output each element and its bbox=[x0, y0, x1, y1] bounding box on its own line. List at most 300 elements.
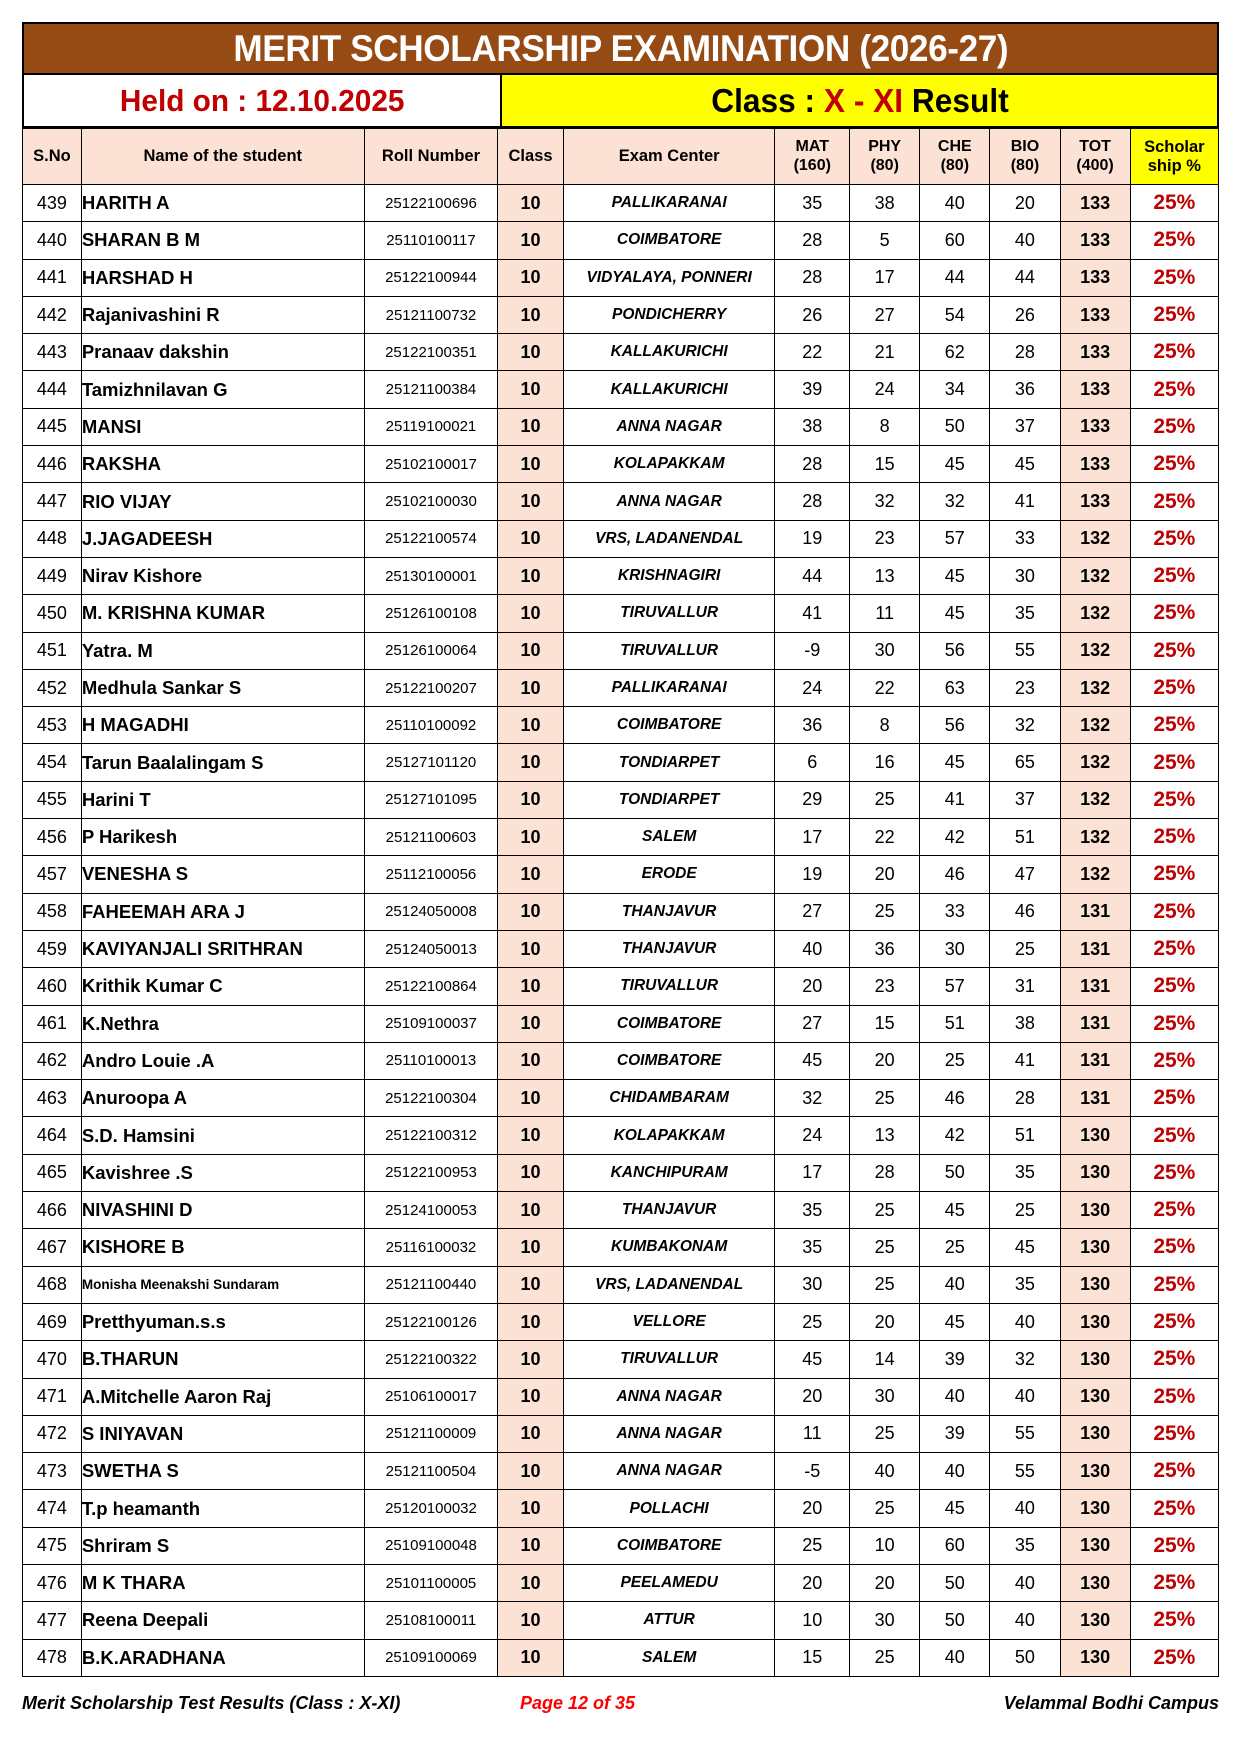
cell-class: 10 bbox=[498, 595, 564, 632]
cell-che-score: 60 bbox=[920, 1527, 990, 1564]
cell-exam-center: ANNA NAGAR bbox=[563, 483, 775, 520]
cell-roll-number: 25101100005 bbox=[364, 1564, 498, 1601]
cell-mat-score: 26 bbox=[775, 296, 850, 333]
cell-roll-number: 25122100351 bbox=[364, 334, 498, 371]
cell-phy-score: 10 bbox=[850, 1527, 920, 1564]
cell-student-name: NIVASHINI D bbox=[81, 1192, 364, 1229]
cell-class: 10 bbox=[498, 893, 564, 930]
cell-scholarship-percent: 25% bbox=[1130, 1303, 1218, 1340]
cell-che-score: 50 bbox=[920, 1154, 990, 1191]
cell-che-score: 57 bbox=[920, 520, 990, 557]
cell-exam-center: COIMBATORE bbox=[563, 1042, 775, 1079]
cell-class: 10 bbox=[498, 1266, 564, 1303]
cell-student-name: KISHORE B bbox=[81, 1229, 364, 1266]
table-row bbox=[23, 856, 1219, 893]
table-row bbox=[23, 1154, 1219, 1191]
cell-total-score: 130 bbox=[1060, 1415, 1130, 1452]
cell-student-name: P Harikesh bbox=[81, 819, 364, 856]
cell-scholarship-percent: 25% bbox=[1130, 1378, 1218, 1415]
cell-roll-number: 25120100032 bbox=[364, 1490, 498, 1527]
table-row bbox=[23, 185, 1219, 222]
cell-scholarship-percent: 25% bbox=[1130, 483, 1218, 520]
table-row bbox=[23, 632, 1219, 669]
class-label: Class : bbox=[710, 81, 815, 119]
cell-class: 10 bbox=[498, 1378, 564, 1415]
cell-phy-score: 16 bbox=[850, 744, 920, 781]
cell-scholarship-percent: 25% bbox=[1130, 1415, 1218, 1452]
cell-scholarship-percent: 25% bbox=[1130, 296, 1218, 333]
cell-phy-score: 20 bbox=[850, 1303, 920, 1340]
cell-roll-number: 25127101095 bbox=[364, 781, 498, 818]
table-row bbox=[23, 296, 1219, 333]
cell-serial-number: 461 bbox=[23, 1005, 82, 1042]
cell-total-score: 132 bbox=[1060, 595, 1130, 632]
result-label: Result bbox=[911, 81, 1009, 119]
cell-total-score: 133 bbox=[1060, 483, 1130, 520]
cell-che-score: 45 bbox=[920, 1490, 990, 1527]
cell-bio-score: 40 bbox=[990, 1602, 1060, 1639]
cell-roll-number: 25126100108 bbox=[364, 595, 498, 632]
cell-bio-score: 36 bbox=[990, 371, 1060, 408]
cell-scholarship-percent: 25% bbox=[1130, 222, 1218, 259]
cell-scholarship-percent: 25% bbox=[1130, 1117, 1218, 1154]
cell-class: 10 bbox=[498, 408, 564, 445]
cell-che-score: 51 bbox=[920, 1005, 990, 1042]
cell-che-score: 46 bbox=[920, 856, 990, 893]
cell-total-score: 130 bbox=[1060, 1639, 1130, 1676]
cell-mat-score: 20 bbox=[775, 1490, 850, 1527]
col-header-bio: BIO (80) bbox=[990, 129, 1060, 185]
cell-bio-score: 35 bbox=[990, 595, 1060, 632]
cell-scholarship-percent: 25% bbox=[1130, 1490, 1218, 1527]
cell-mat-score: 22 bbox=[775, 334, 850, 371]
cell-che-score: 45 bbox=[920, 446, 990, 483]
cell-bio-score: 35 bbox=[990, 1154, 1060, 1191]
cell-roll-number: 25122100322 bbox=[364, 1341, 498, 1378]
cell-mat-score: 28 bbox=[775, 446, 850, 483]
cell-bio-score: 40 bbox=[990, 1303, 1060, 1340]
cell-phy-score: 28 bbox=[850, 1154, 920, 1191]
cell-class: 10 bbox=[498, 1527, 564, 1564]
cell-exam-center: VIDYALAYA, PONNERI bbox=[563, 259, 775, 296]
table-row bbox=[23, 1453, 1219, 1490]
table-row bbox=[23, 1229, 1219, 1266]
cell-class: 10 bbox=[498, 819, 564, 856]
cell-scholarship-percent: 25% bbox=[1130, 1042, 1218, 1079]
cell-bio-score: 28 bbox=[990, 334, 1060, 371]
table-row bbox=[23, 557, 1219, 594]
cell-scholarship-percent: 25% bbox=[1130, 557, 1218, 594]
cell-student-name: Reena Deepali bbox=[81, 1602, 364, 1639]
cell-class: 10 bbox=[498, 669, 564, 706]
held-on-cell bbox=[24, 75, 502, 126]
cell-student-name: J.JAGADEESH bbox=[81, 520, 364, 557]
cell-exam-center: KALLAKURICHI bbox=[563, 334, 775, 371]
cell-roll-number: 25122100864 bbox=[364, 968, 498, 1005]
cell-bio-score: 23 bbox=[990, 669, 1060, 706]
cell-total-score: 130 bbox=[1060, 1266, 1130, 1303]
cell-bio-score: 40 bbox=[990, 1490, 1060, 1527]
cell-exam-center: CHIDAMBARAM bbox=[563, 1080, 775, 1117]
cell-student-name: Pranaav dakshin bbox=[81, 334, 364, 371]
cell-mat-score: 19 bbox=[775, 856, 850, 893]
cell-serial-number: 465 bbox=[23, 1154, 82, 1191]
table-row bbox=[23, 744, 1219, 781]
cell-class: 10 bbox=[498, 483, 564, 520]
cell-class: 10 bbox=[498, 259, 564, 296]
table-row bbox=[23, 930, 1219, 967]
cell-mat-score: 32 bbox=[775, 1080, 850, 1117]
table-row bbox=[23, 968, 1219, 1005]
cell-bio-score: 31 bbox=[990, 968, 1060, 1005]
cell-total-score: 133 bbox=[1060, 185, 1130, 222]
cell-scholarship-percent: 25% bbox=[1130, 371, 1218, 408]
cell-class: 10 bbox=[498, 1154, 564, 1191]
cell-serial-number: 447 bbox=[23, 483, 82, 520]
cell-exam-center: VRS, LADANENDAL bbox=[563, 1266, 775, 1303]
cell-serial-number: 454 bbox=[23, 744, 82, 781]
cell-class: 10 bbox=[498, 1490, 564, 1527]
cell-student-name: Monisha Meenakshi Sundaram bbox=[81, 1266, 364, 1303]
cell-phy-score: 23 bbox=[850, 968, 920, 1005]
cell-serial-number: 472 bbox=[23, 1415, 82, 1452]
cell-exam-center: ANNA NAGAR bbox=[563, 1453, 775, 1490]
cell-serial-number: 443 bbox=[23, 334, 82, 371]
cell-bio-score: 28 bbox=[990, 1080, 1060, 1117]
cell-phy-score: 5 bbox=[850, 222, 920, 259]
cell-roll-number: 25122100207 bbox=[364, 669, 498, 706]
cell-che-score: 42 bbox=[920, 1117, 990, 1154]
cell-exam-center: ATTUR bbox=[563, 1602, 775, 1639]
cell-serial-number: 462 bbox=[23, 1042, 82, 1079]
cell-phy-score: 11 bbox=[850, 595, 920, 632]
cell-exam-center: ANNA NAGAR bbox=[563, 408, 775, 445]
cell-mat-score: -5 bbox=[775, 1453, 850, 1490]
cell-phy-score: 25 bbox=[850, 1192, 920, 1229]
cell-phy-score: 25 bbox=[850, 1080, 920, 1117]
cell-roll-number: 25102100017 bbox=[364, 446, 498, 483]
cell-phy-score: 13 bbox=[850, 557, 920, 594]
cell-phy-score: 20 bbox=[850, 1564, 920, 1601]
cell-exam-center: POLLACHI bbox=[563, 1490, 775, 1527]
col-header-tot: TOT (400) bbox=[1060, 129, 1130, 185]
cell-student-name: B.THARUN bbox=[81, 1341, 364, 1378]
cell-roll-number: 25121100603 bbox=[364, 819, 498, 856]
col-header-phy: PHY (80) bbox=[850, 129, 920, 185]
cell-mat-score: 15 bbox=[775, 1639, 850, 1676]
cell-mat-score: 27 bbox=[775, 893, 850, 930]
table-row bbox=[23, 1639, 1219, 1676]
cell-serial-number: 444 bbox=[23, 371, 82, 408]
cell-mat-score: 17 bbox=[775, 1154, 850, 1191]
cell-scholarship-percent: 25% bbox=[1130, 1453, 1218, 1490]
table-row bbox=[23, 446, 1219, 483]
cell-total-score: 133 bbox=[1060, 259, 1130, 296]
cell-student-name: VENESHA S bbox=[81, 856, 364, 893]
cell-class: 10 bbox=[498, 1192, 564, 1229]
cell-exam-center: ERODE bbox=[563, 856, 775, 893]
cell-exam-center: TIRUVALLUR bbox=[563, 1341, 775, 1378]
cell-bio-score: 55 bbox=[990, 1453, 1060, 1490]
cell-roll-number: 25124100053 bbox=[364, 1192, 498, 1229]
cell-class: 10 bbox=[498, 968, 564, 1005]
cell-total-score: 132 bbox=[1060, 781, 1130, 818]
cell-serial-number: 449 bbox=[23, 557, 82, 594]
cell-exam-center: PEELAMEDU bbox=[563, 1564, 775, 1601]
cell-mat-score: 20 bbox=[775, 1564, 850, 1601]
cell-phy-score: 14 bbox=[850, 1341, 920, 1378]
cell-roll-number: 25122100126 bbox=[364, 1303, 498, 1340]
cell-phy-score: 30 bbox=[850, 1602, 920, 1639]
cell-che-score: 57 bbox=[920, 968, 990, 1005]
cell-che-score: 40 bbox=[920, 1266, 990, 1303]
cell-exam-center: TIRUVALLUR bbox=[563, 632, 775, 669]
cell-mat-score: 35 bbox=[775, 185, 850, 222]
class-value: X - XI bbox=[823, 81, 903, 119]
cell-serial-number: 450 bbox=[23, 595, 82, 632]
cell-roll-number: 25121100440 bbox=[364, 1266, 498, 1303]
cell-bio-score: 51 bbox=[990, 1117, 1060, 1154]
cell-scholarship-percent: 25% bbox=[1130, 408, 1218, 445]
cell-che-score: 30 bbox=[920, 930, 990, 967]
cell-total-score: 130 bbox=[1060, 1602, 1130, 1639]
cell-che-score: 54 bbox=[920, 296, 990, 333]
cell-class: 10 bbox=[498, 1080, 564, 1117]
results-table bbox=[22, 128, 1219, 1677]
cell-roll-number: 25122100696 bbox=[364, 185, 498, 222]
col-header-exam-center: Exam Center bbox=[563, 129, 775, 185]
cell-scholarship-percent: 25% bbox=[1130, 1602, 1218, 1639]
table-row bbox=[23, 1303, 1219, 1340]
cell-scholarship-percent: 25% bbox=[1130, 1229, 1218, 1266]
cell-exam-center: TONDIARPET bbox=[563, 744, 775, 781]
cell-serial-number: 476 bbox=[23, 1564, 82, 1601]
cell-student-name: SHARAN B M bbox=[81, 222, 364, 259]
cell-che-score: 44 bbox=[920, 259, 990, 296]
cell-phy-score: 30 bbox=[850, 632, 920, 669]
cell-total-score: 131 bbox=[1060, 1080, 1130, 1117]
cell-exam-center: COIMBATORE bbox=[563, 1527, 775, 1564]
table-row bbox=[23, 595, 1219, 632]
cell-bio-score: 25 bbox=[990, 930, 1060, 967]
cell-total-score: 130 bbox=[1060, 1378, 1130, 1415]
cell-mat-score: 35 bbox=[775, 1192, 850, 1229]
cell-total-score: 133 bbox=[1060, 222, 1130, 259]
cell-roll-number: 25112100056 bbox=[364, 856, 498, 893]
cell-bio-score: 33 bbox=[990, 520, 1060, 557]
cell-scholarship-percent: 25% bbox=[1130, 1266, 1218, 1303]
cell-che-score: 45 bbox=[920, 1192, 990, 1229]
cell-class: 10 bbox=[498, 930, 564, 967]
cell-class: 10 bbox=[498, 781, 564, 818]
table-head bbox=[23, 129, 1219, 185]
table-row bbox=[23, 1042, 1219, 1079]
cell-exam-center: KOLAPAKKAM bbox=[563, 446, 775, 483]
cell-bio-score: 47 bbox=[990, 856, 1060, 893]
cell-class: 10 bbox=[498, 222, 564, 259]
page-title: MERIT SCHOLARSHIP EXAMINATION (2026-27) bbox=[233, 27, 1008, 69]
cell-mat-score: 28 bbox=[775, 483, 850, 520]
cell-che-score: 50 bbox=[920, 1564, 990, 1601]
cell-exam-center: VRS, LADANENDAL bbox=[563, 520, 775, 557]
cell-exam-center: KUMBAKONAM bbox=[563, 1229, 775, 1266]
cell-student-name: Krithik Kumar C bbox=[81, 968, 364, 1005]
cell-student-name: MANSI bbox=[81, 408, 364, 445]
cell-class: 10 bbox=[498, 1303, 564, 1340]
cell-bio-score: 20 bbox=[990, 185, 1060, 222]
cell-total-score: 130 bbox=[1060, 1527, 1130, 1564]
cell-total-score: 132 bbox=[1060, 632, 1130, 669]
cell-student-name: Pretthyuman.s.s bbox=[81, 1303, 364, 1340]
cell-exam-center: COIMBATORE bbox=[563, 1005, 775, 1042]
cell-phy-score: 25 bbox=[850, 1229, 920, 1266]
cell-phy-score: 36 bbox=[850, 930, 920, 967]
cell-bio-score: 45 bbox=[990, 446, 1060, 483]
cell-serial-number: 458 bbox=[23, 893, 82, 930]
cell-serial-number: 445 bbox=[23, 408, 82, 445]
cell-che-score: 56 bbox=[920, 707, 990, 744]
cell-exam-center: KRISHNAGIRI bbox=[563, 557, 775, 594]
cell-phy-score: 20 bbox=[850, 856, 920, 893]
cell-serial-number: 470 bbox=[23, 1341, 82, 1378]
cell-phy-score: 21 bbox=[850, 334, 920, 371]
cell-bio-score: 41 bbox=[990, 1042, 1060, 1079]
cell-bio-score: 26 bbox=[990, 296, 1060, 333]
cell-mat-score: 28 bbox=[775, 222, 850, 259]
cell-phy-score: 27 bbox=[850, 296, 920, 333]
cell-bio-score: 25 bbox=[990, 1192, 1060, 1229]
cell-scholarship-percent: 25% bbox=[1130, 819, 1218, 856]
cell-student-name: A.Mitchelle Aaron Raj bbox=[81, 1378, 364, 1415]
cell-class: 10 bbox=[498, 1117, 564, 1154]
cell-bio-score: 32 bbox=[990, 707, 1060, 744]
cell-serial-number: 478 bbox=[23, 1639, 82, 1676]
cell-exam-center: COIMBATORE bbox=[563, 222, 775, 259]
class-result-cell bbox=[502, 75, 1217, 126]
table-row bbox=[23, 1527, 1219, 1564]
cell-total-score: 131 bbox=[1060, 893, 1130, 930]
cell-bio-score: 38 bbox=[990, 1005, 1060, 1042]
cell-student-name: B.K.ARADHANA bbox=[81, 1639, 364, 1676]
cell-exam-center: TIRUVALLUR bbox=[563, 595, 775, 632]
cell-roll-number: 25122100312 bbox=[364, 1117, 498, 1154]
col-header-scholarship: Scholar ship % bbox=[1130, 129, 1218, 185]
cell-serial-number: 463 bbox=[23, 1080, 82, 1117]
cell-serial-number: 467 bbox=[23, 1229, 82, 1266]
cell-exam-center: VELLORE bbox=[563, 1303, 775, 1340]
cell-phy-score: 20 bbox=[850, 1042, 920, 1079]
cell-serial-number: 455 bbox=[23, 781, 82, 818]
cell-che-score: 39 bbox=[920, 1341, 990, 1378]
cell-exam-center: TIRUVALLUR bbox=[563, 968, 775, 1005]
cell-class: 10 bbox=[498, 557, 564, 594]
cell-roll-number: 25116100032 bbox=[364, 1229, 498, 1266]
table-row bbox=[23, 819, 1219, 856]
cell-total-score: 130 bbox=[1060, 1341, 1130, 1378]
cell-total-score: 133 bbox=[1060, 296, 1130, 333]
cell-roll-number: 25124050013 bbox=[364, 930, 498, 967]
table-row bbox=[23, 334, 1219, 371]
cell-phy-score: 8 bbox=[850, 408, 920, 445]
cell-che-score: 33 bbox=[920, 893, 990, 930]
table-row bbox=[23, 371, 1219, 408]
cell-che-score: 50 bbox=[920, 408, 990, 445]
cell-bio-score: 37 bbox=[990, 408, 1060, 445]
table-body bbox=[23, 185, 1219, 1677]
cell-exam-center: KALLAKURICHI bbox=[563, 371, 775, 408]
cell-mat-score: 44 bbox=[775, 557, 850, 594]
page-title-banner bbox=[22, 22, 1219, 75]
cell-roll-number: 25102100030 bbox=[364, 483, 498, 520]
cell-student-name: HARITH A bbox=[81, 185, 364, 222]
table-row bbox=[23, 259, 1219, 296]
cell-mat-score: 29 bbox=[775, 781, 850, 818]
cell-serial-number: 446 bbox=[23, 446, 82, 483]
cell-bio-score: 37 bbox=[990, 781, 1060, 818]
cell-serial-number: 453 bbox=[23, 707, 82, 744]
cell-phy-score: 24 bbox=[850, 371, 920, 408]
cell-total-score: 132 bbox=[1060, 819, 1130, 856]
cell-class: 10 bbox=[498, 744, 564, 781]
cell-scholarship-percent: 25% bbox=[1130, 334, 1218, 371]
cell-student-name: SWETHA S bbox=[81, 1453, 364, 1490]
cell-student-name: M. KRISHNA KUMAR bbox=[81, 595, 364, 632]
footer-left-text: Merit Scholarship Test Results (Class : X-XI) bbox=[22, 1692, 401, 1713]
table-row bbox=[23, 1564, 1219, 1601]
cell-mat-score: 45 bbox=[775, 1341, 850, 1378]
table-row bbox=[23, 669, 1219, 706]
cell-scholarship-percent: 25% bbox=[1130, 595, 1218, 632]
cell-exam-center: SALEM bbox=[563, 819, 775, 856]
cell-scholarship-percent: 25% bbox=[1130, 446, 1218, 483]
cell-exam-center: TONDIARPET bbox=[563, 781, 775, 818]
cell-class: 10 bbox=[498, 1564, 564, 1601]
cell-roll-number: 25109100037 bbox=[364, 1005, 498, 1042]
cell-phy-score: 25 bbox=[850, 893, 920, 930]
cell-mat-score: 39 bbox=[775, 371, 850, 408]
cell-serial-number: 464 bbox=[23, 1117, 82, 1154]
table-row bbox=[23, 520, 1219, 557]
cell-bio-score: 35 bbox=[990, 1527, 1060, 1564]
cell-scholarship-percent: 25% bbox=[1130, 1639, 1218, 1676]
cell-bio-score: 40 bbox=[990, 1564, 1060, 1601]
table-header-row bbox=[23, 129, 1219, 185]
cell-serial-number: 439 bbox=[23, 185, 82, 222]
cell-bio-score: 55 bbox=[990, 1415, 1060, 1452]
cell-che-score: 50 bbox=[920, 1602, 990, 1639]
cell-che-score: 34 bbox=[920, 371, 990, 408]
cell-scholarship-percent: 25% bbox=[1130, 930, 1218, 967]
cell-mat-score: 17 bbox=[775, 819, 850, 856]
cell-total-score: 131 bbox=[1060, 968, 1130, 1005]
cell-total-score: 133 bbox=[1060, 334, 1130, 371]
table-row bbox=[23, 1415, 1219, 1452]
cell-scholarship-percent: 25% bbox=[1130, 781, 1218, 818]
col-header-name: Name of the student bbox=[81, 129, 364, 185]
cell-che-score: 39 bbox=[920, 1415, 990, 1452]
cell-student-name: FAHEEMAH ARA J bbox=[81, 893, 364, 930]
cell-class: 10 bbox=[498, 520, 564, 557]
cell-scholarship-percent: 25% bbox=[1130, 1564, 1218, 1601]
cell-serial-number: 473 bbox=[23, 1453, 82, 1490]
table-row bbox=[23, 1490, 1219, 1527]
cell-total-score: 132 bbox=[1060, 520, 1130, 557]
cell-bio-score: 41 bbox=[990, 483, 1060, 520]
cell-che-score: 45 bbox=[920, 744, 990, 781]
cell-che-score: 32 bbox=[920, 483, 990, 520]
cell-total-score: 131 bbox=[1060, 930, 1130, 967]
cell-class: 10 bbox=[498, 1005, 564, 1042]
